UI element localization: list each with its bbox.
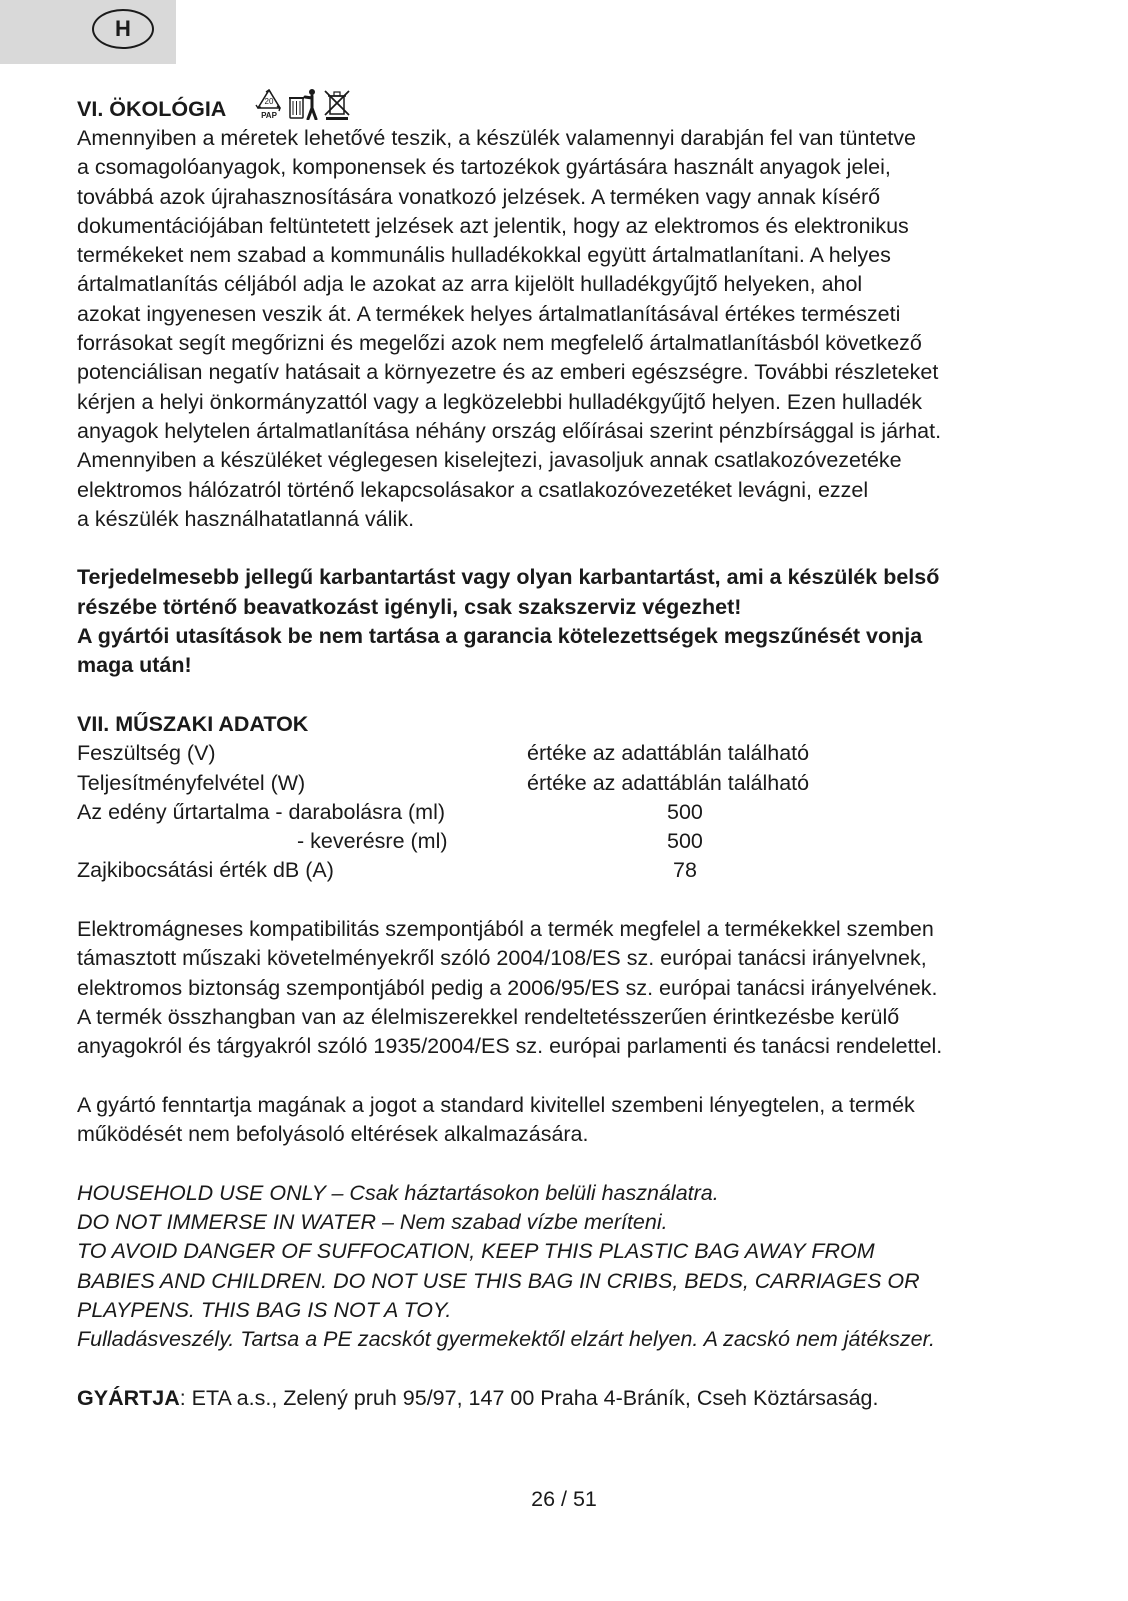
specs-title: VII. MŰSZAKI ADATOK [77,711,309,736]
manufacturer-line [77,1384,1077,1413]
language-badge: H [92,9,154,49]
recycling-pap-icon [252,88,286,120]
spec-value: értéke az adattáblán található [527,741,810,766]
recycling-number: 20 [264,97,274,106]
warning-line: Terjedelmesebb jellegű karbantartást vagy olyan karbantartást, ami a készülék belső [77,565,940,590]
ecology-line: a készülék használhatatlanná válik. [77,506,415,531]
compliance-line: támasztott műszaki követelményekről szóló 2004/108/ES sz. európai tanácsi irányelvnek, [77,946,927,971]
spec-value: 500 [667,799,703,824]
ecology-line: dokumentációjában feltüntetett jelzések azt jelentik, hogy az elektromos és elektronikus [77,213,909,238]
weee-crossed-bin-icon [322,88,352,120]
ecology-line: anyagok helytelen ártalmatlanítása néhány ország előírásai szerint pénzbírsággal is járhat. [77,418,942,443]
ecology-line: ártalmatlanítás céljából adja le azokat az arra kijelölt hulladékgyűjtő helyeken, ahol [77,272,863,297]
language-tab [0,0,176,64]
safety-notices [77,1179,1077,1355]
spec-row [77,769,1077,798]
page-content [77,92,1077,1413]
ecology-line: termékeket nem szabad a kommunális hulladékokkal együtt ártalmatlanítani. A helyes [77,243,891,268]
safety-line: Fulladásveszély. Tartsa a PE zacskót gyermekektől elzárt helyen. A zacskó nem játékszer. [77,1327,935,1352]
ecology-line: azokat ingyenesen veszik át. A termékek helyes ártalmatlanításával értékes természeti [77,301,901,326]
spec-row [77,856,1077,885]
ecology-line: elektromos hálózatról történő lekapcsolásakor a csatlakozóvezetéket levágni, ezzel [77,477,869,502]
safety-line: DO NOT IMMERSE IN WATER – Nem szabad vízbe meríteni. [77,1209,668,1234]
ecology-line: a csomagolóanyagok, komponensek és tartozékok gyártására használt anyagok jelei, [77,155,891,180]
specs-table [77,739,1077,885]
compliance-line: elektromos biztonság szempontjából pedig a 2006/95/ES sz. európai tanácsi irányelvének. [77,975,938,1000]
compliance-line: A termék összhangban van az élelmiszerekkel rendeltetésszerűen érintkezésbe kerülő [77,1004,900,1029]
ecology-line: kérjen a helyi önkormányzattól vagy a legközelebbi hulladékgyűjtő helyen. Ezen hulladék [77,389,922,414]
safety-line: BABIES AND CHILDREN. DO NOT USE THIS BAG IN CRIBS, BEDS, CARRIAGES OR [77,1268,920,1293]
spec-label: Teljesítményfelvétel (W) [77,770,306,795]
spec-row [77,798,1077,827]
maintenance-warning [77,563,1077,680]
spec-row [77,739,1077,768]
recycling-text: PAP [261,111,278,120]
page-number: 26 / 51 [531,1487,597,1511]
reservation-line: működését nem befolyásoló eltérések alkalmazására. [77,1122,589,1147]
ecology-line: Amennyiben a méretek lehetővé teszik, a készülék valamennyi darabján fel van tüntetve [77,126,916,150]
compliance-paragraph [77,915,1077,1061]
spec-value: 500 [667,829,703,854]
spec-label: Az edény űrtartalma - darabolásra (ml) [77,799,446,824]
spec-label: Zajkibocsátási érték dB (A) [77,858,334,883]
safety-line: HOUSEHOLD USE ONLY – Csak háztartásokon belüli használatra. [77,1180,719,1205]
spec-label: - keverésre (ml) [297,829,448,854]
ecology-paragraph [77,124,1077,534]
safety-line: TO AVOID DANGER OF SUFFOCATION, KEEP THIS PLASTIC BAG AWAY FROM [77,1239,875,1264]
manufacturer-address: : ETA a.s., Zelený pruh 95/97, 147 00 Praha 4-Bráník, Cseh Köztársaság. [179,1385,879,1410]
compliance-line: anyagokról és tárgyakról szóló 1935/2004/ES sz. európai parlamenti és tanácsi rendelettel. [77,1034,943,1059]
ecology-line: potenciálisan negatív hatásait a környezetre és az emberi egészségre. További részleteket [77,360,939,385]
safety-line: PLAYPENS. THIS BAG IS NOT A TOY. [77,1297,452,1322]
warning-line: részébe történő beavatkozást igényli, csak szakszerviz végezhet! [77,594,742,619]
ecology-line: Amennyiben a készüléket véglegesen kiselejtezi, javasoljuk annak csatlakozóvezetéke [77,448,902,473]
reservation-paragraph [77,1091,1077,1150]
tidyman-litter-bin-icon [288,88,320,120]
warning-line: A gyártói utasítások be nem tartása a garancia kötelezettségek megszűnését vonja [77,624,923,649]
spec-value: 78 [673,858,697,883]
reservation-line: A gyártó fenntartja magának a jogot a standard kivitellel szembeni lényegtelen, a termék [77,1092,915,1117]
spec-value: értéke az adattáblán található [527,770,810,795]
ecology-heading-row [77,92,1077,124]
manufacturer-label: GYÁRTJA [77,1385,180,1410]
ecology-title: VI. ÖKOLÓGIA [77,96,227,121]
spec-row [77,827,1077,856]
ecology-line: továbbá azok újrahasznosítására vonatkozó jelzések. A terméken vagy annak kísérő [77,184,881,209]
ecology-icons [252,88,352,120]
compliance-line: Elektromágneses kompatibilitás szempontjából a termék megfelel a termékekkel szemben [77,917,934,942]
ecology-line: forrásokat segít megőrizni és megelőzi azok nem megfelelő ártalmatlanításból következő [77,331,922,356]
spec-label: Feszültség (V) [77,741,216,766]
warning-line: maga után! [77,653,192,678]
